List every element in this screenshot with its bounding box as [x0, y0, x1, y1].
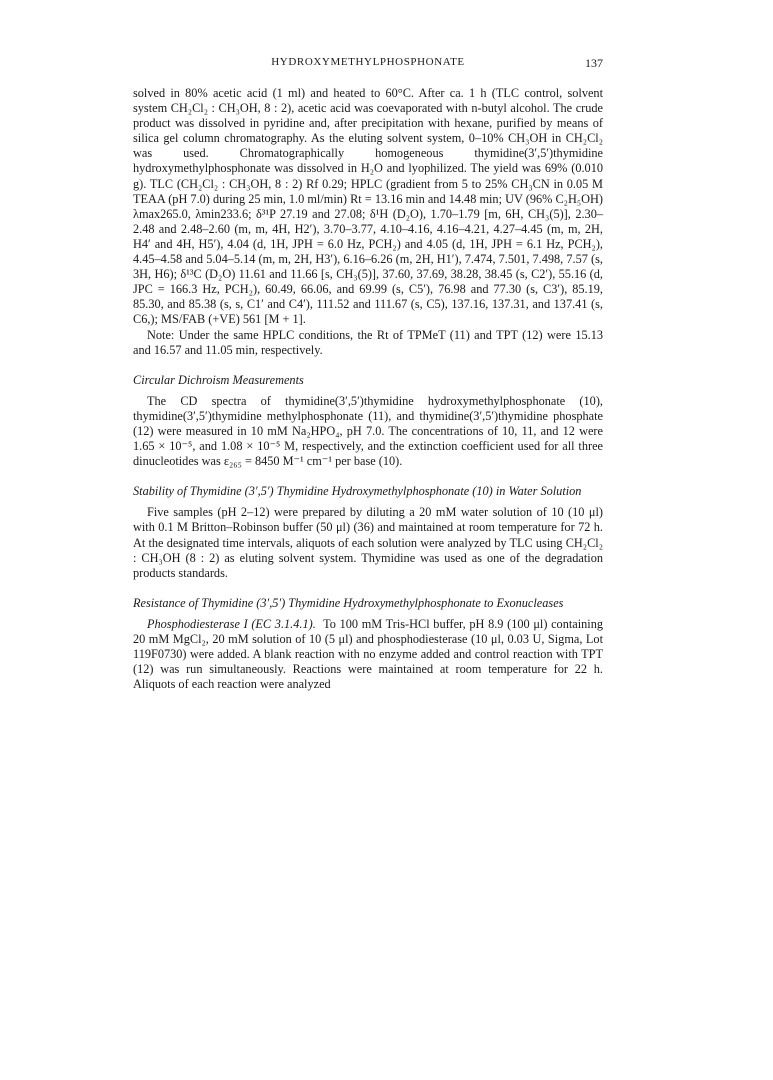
paragraph-synthesis: solved in 80% acetic acid (1 ml) and heated to 60°C. After ca. 1 h (TLC control, solvent system CH₂Cl₂ : CH₃OH, 8 : 2), acetic acid was coevaporated with n-butyl alcohol. The crude product was dissolved in pyridine and, after precipitation with hexane, purified by means of silica gel column chromatography. As the eluting solvent system, 0–10% CH₃OH in CH₂Cl₂ was used. Chromatographically homogeneous thymidine(3′,5′)thymidine hydroxymethylphosphonate was dissolved in H₂O and lyophilized. The yield was 69% (0.010 g). TLC (CH₂Cl₂ : CH₃OH, 8 : 2) Rf 0.29; HPLC (gradient from 5 to 25% CH₃CN in 0.05 M TEAA (pH 7.0) during 25 min, 1.0 ml/min) Rt = 13.16 min and 14.48 min; UV (96% C₂H₅OH) λmax265.0, λmin233.6; δ³¹P 27.19 and 27.08; δ¹H (D₂O), 1.70–1.79 [m, 6H, CH₃(5)], 2.30–2.48 and 2.48–2.60 (m, m, 4H, H2′), 3.70–3.77, 4.10–4.16, 4.16–4.21, 4.27–4.45 (m, m, 2H, H4′ and 4H, H5′), 4.04 (d, 1H, JPH = 6.0 Hz, PCH₂) and 4.05 (d, 1H, JPH = 6.1 Hz, PCH₂), 4.45–4.58 and 5.04–5.14 (m, m, 2H, H3′), 6.16–6.26 (m, 2H, H1′), 7.474, 7.501, 7.498, 7.57 (s, 3H, H6); δ¹³C (D₂O) 11.61 and 11.66 [s, CH₃(5)], 37.60, 37.69, 38.28, 38.45 (s, C2′), 55.16 (d, JPC = 166.3 Hz, PCH₂), 60.49, 66.06, and 69.99 (s, C5′), 76.98 and 77.30 (s, C3′), 85.19, 85.30, and 85.38 (s, s, C1′ and C4′), 111.52 and 111.67 (s, C5), 137.16, 137.31, and 137.41 (s, C6,); MS/FAB (+VE) 561 [M + 1]. — [133, 86, 603, 327]
journal-page — [133, 56, 603, 692]
paragraph-note: Note: Under the same HPLC conditions, the Rt of TPMeT (11) and TPT (12) were 15.13 and 16.57 and 11.05 min, respectively. — [133, 327, 603, 357]
heading-resistance: Resistance of Thymidine (3′,5′) Thymidine Hydroxymethylphosphonate to Exonucleases — [133, 595, 564, 610]
runin-phosphodiesterase: Phosphodiesterase I (EC 3.1.4.1). — [147, 616, 316, 631]
running-title: HYDROXYMETHYLPHOSPHONATE — [271, 56, 465, 68]
paragraph-resistance — [133, 617, 603, 692]
running-header — [133, 56, 603, 72]
paragraph-resistance-text: To 100 mM Tris-HCl buffer, pH 8.9 (100 μl) containing 20 mM MgCl₂, 20 mM solution of 10 (5 μl) and phosphodiesterase (10 μl, 0.03 U, Sigma, Lot 119F0730) were added. A blank reaction with no enzyme added and control reaction with TPT (12) was run simultaneously. Reactions were maintained at room temperature for 22 h. Aliquots of each reaction were analyzed — [133, 616, 603, 692]
page-number: 137 — [585, 56, 603, 70]
paragraph-stability: Five samples (pH 2–12) were prepared by diluting a 20 mM water solution of 10 (10 μl) with 0.1 M Britton–Robinson buffer (50 μl) (36) and maintained at room temperature for 72 h. At the designated time intervals, aliquots of each solution were analyzed by TLC using CH₂Cl₂ : CH₃OH (8 : 2) as eluting solvent system. Thymidine was used as one of the degradation products standards. — [133, 505, 603, 580]
paragraph-circular-dichroism: The CD spectra of thymidine(3′,5′)thymidine hydroxymethylphosphonate (10), thymidine(3′,5′)thymidine methylphosphonate (11), and thymidine(3′,5′)thymidine phosphate (12) were measured in 10 mM Na₂HPO₄, pH 7.0. The concentrations of 10, 11, and 12 were 1.65 × 10⁻⁵, and 1.08 × 10⁻⁵ M, respectively, and the extinction coefficient used for all three dinucleotides was ε₂₆₅ = 8450 M⁻¹ cm⁻¹ per base (10). — [133, 393, 603, 469]
heading-circular-dichroism: Circular Dichroism Measurements — [133, 372, 304, 387]
article-body — [133, 86, 603, 692]
heading-stability: Stability of Thymidine (3′,5′) Thymidine Hydroxymethylphosphonate (10) in Water Solution — [133, 484, 582, 499]
